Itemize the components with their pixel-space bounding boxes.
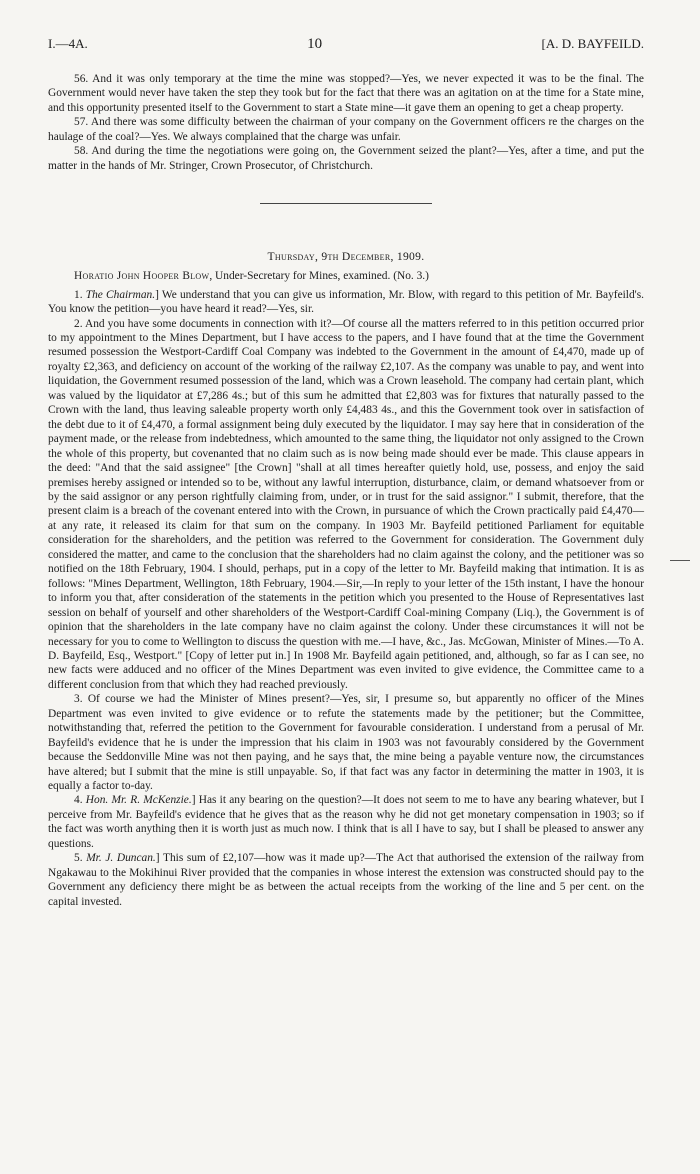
question-paragraph: 5. Mr. J. Duncan.] This sum of £2,107—how was it made up?—The Act that authorised the extension of the railway from Ngakawau to the Mokihinui River provided that the companies in whose interest the extension was constructed should pay to the Government any deficiency there might be as between the actual receipts from the working of the line and 5 per cent. on the capital invested. [48, 852, 645, 908]
speaker: Hon. Mr. R. McKenzie. [85, 794, 192, 807]
page-number: 10 [307, 36, 323, 52]
question-paragraph: 57. And there was some difficulty between the chairman of your company on the Government officers re the charges on the haulage of the coal?—Yes. We always complained that the charge was unfair. [48, 116, 645, 143]
date-heading: Thursday, 9th December, 1909. [267, 250, 425, 264]
question-paragraph: 2. And you have some documents in connection with it?—Of course all the matters referred to in this petition occurred prior to my appointment to the Mines Department, but I have access to the papers, and I have found that at the time the Government resumed possession the Westport-Cardiff Coal Company was indebted to the Government in the amount of £4,470, made up of royalty £2,363, and deficiency on account of the working of the railway £2,107. As the company was unable to pay, and went into liquidation, the Government resumed possession of the land, which was a Crown leasehold. The company had certain plant, which was valued by the liquidator at £7,286 4s.; but of this sum he admitted that £2,803 was for fixtures that naturally passed to the Crown with the land, thus leaving saleable property worth only £4,483 4s., and this the Government took over in satisfaction of the debt due to it of £4,470, a formal assignment being duly executed by the liquidator. I may say here that in consideration of the payment made, or the release from indebtedness, which amounted to the same thing, the liquidator not only assigned to the Crown the whole of this property, but covenanted that no claim such as is now being made should ever be made. This clause appears in the deed: "And that the said assignee" [the Crown] "shall at all times hereafter quietly hold, use, possess, and enjoy the said premises hereby assigned or intended so to be, without any lawful interruption, disturbance, claim, or demand whatsoever from or by the said assignor or any person rightfully claiming from, under, or in trust for the said assignor." I submit, therefore, that the present claim is a breach of the covenant entered into with the Crown, in pursuance of which the Crown practically paid £4,470—at any rate, it released its claim for that sum on the company. In 1903 Mr. Bayfeild petitioned Parliament for equitable consideration for the shareholders, and the petition was referred to the Government for consideration. The Government duly considered the matter, and came to the conclusion that the shareholders had no claim against the colony, and the petitioner was so notified on the 18th February, 1904. I should, perhaps, put in a copy of the letter to Mr. Bayfeild making that intimation. It is as follows: "Mines Department, Wellington, 18th February, 1904.—Sir,—In reply to your letter of the 15th instant, I have the honour to inform you that, after consideration of the statements in the petition which you presented to the House of Representatives last session on behalf of yourself and other shareholders of the Westport-Cardiff Coal-mining Company (Liq.), the Government is of opinion that the shareholders in the late company have no claim against the colony. Under these circumstances it will not be necessary for you to come to Wellington to discuss the question with me.—I have, &c., Jas. McGowan, Minister of Mines.—To A. D. Bayfeild, Esq., Westport." [Copy of letter put in.] In 1908 Mr. Bayfeild again petitioned, and, although, so far as I can see, no new facts were adduced and no officer of the Mines Department was even invited to give evidence, the Committee came to a different conclusion from that which they had reached previously. [48, 317, 645, 691]
section-divider [260, 203, 432, 204]
question-paragraph: 56. And it was only temporary at the time the mine was stopped?—Yes, we never expected it was to be the final. The Government would never have taken the step they took but for the fact that there was an agitation on at the time for a State mine, and this opportunity presented itself to the Government to start a State mine—it gave them an opening to get a cheap property. [48, 73, 644, 114]
margin-mark [670, 560, 690, 561]
document-code: I.—4A. [48, 36, 88, 51]
question-paragraph: 1. The Chairman.] We understand that you can give us information, Mr. Blow, with regard to this petition of Mr. Bayfeild's. You know the petition—you have heard it read?—Yes, sir. [48, 288, 645, 316]
question-paragraph: 58. And during the time the negotiations were going on, the Government seized the plant?—Yes, after a time, and put the matter in the hands of Mr. Stringer, Crown Prosecutor, of Christchurch. [48, 145, 644, 172]
witness-name: Horatio John Hooper Blow [74, 270, 210, 283]
page-header [48, 36, 644, 62]
question-paragraph: 3. Of course we had the Minister of Mines present?—Yes, sir, I presume so, but apparently no officer of the Mines Department was even invited to give evidence or to refute the statements made by the petitioner; but the Committee, notwithstanding that, referred the petition to the Government for favourable consideration. I understand from a perusal of Mr. Bayfeild's evidence that he is under the impression that his claim in 1903 was not favourably considered by the Government because the Seddonville Mine was not then paying, and he says that, the mine being a payable venture now, the circumstances have altered; but I submit that the mine is still unpayable. So, if that fact was any factor in determining the matter in 1903, it is equally a factor to-day. [48, 693, 644, 793]
witness-line [48, 269, 644, 283]
blow-evidence [48, 288, 644, 909]
witness-running-head: [A. D. BAYFEILD. [541, 36, 644, 51]
witness-description: , Under-Secretary for Mines, examined. (No. 3.) [209, 270, 429, 283]
previous-evidence [48, 72, 644, 173]
speaker: Mr. J. Duncan. [86, 852, 156, 865]
question-paragraph: 4. Hon. Mr. R. McKenzie.] Has it any bearing on the question?—It does not seem to me to have any bearing whatever, but I perceive from Mr. Bayfeild's evidence that he gives that as the reason why he did not get monetary compensation in 1903; so if the fact was worth anything then it is worth just as much now. I think that is all I have to say, but I shall be pleased to answer any questions. [48, 794, 644, 850]
speaker: The Chairman. [85, 288, 156, 301]
